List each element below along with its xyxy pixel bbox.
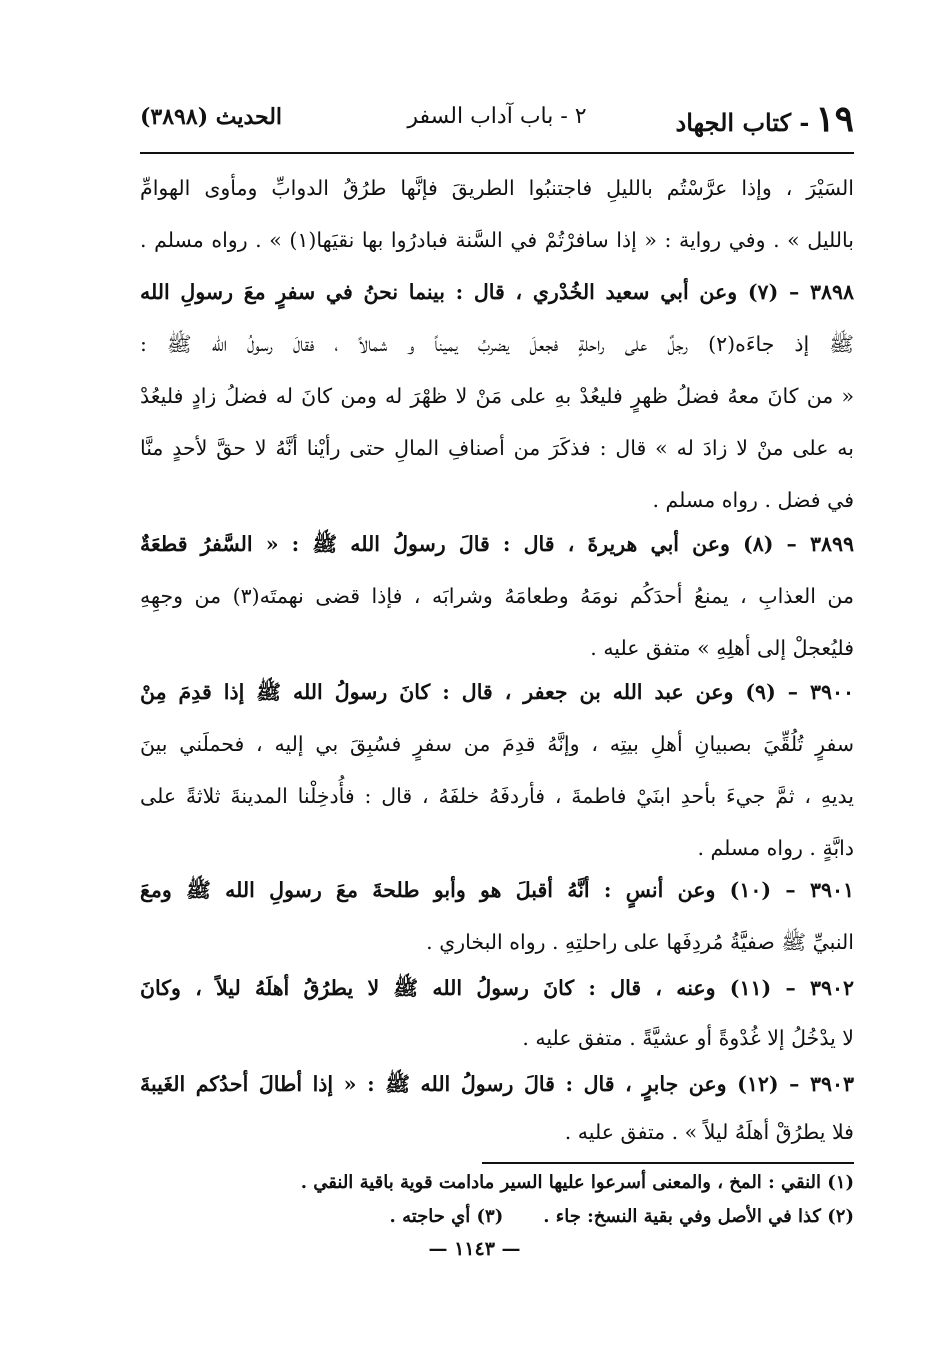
hadith-start-line: ٣٩٠٢ – (١١) وعنه ، قال : كانَ رسولُ الله ﷺ لا يطرُقُ أهلَهُ ليلاً ، وكانَ [140,976,854,1000]
text-line: فليُعجلْ إلى أهلِهِ » متفق عليه . [590,636,854,660]
text-line: يديهِ ، ثمَّ جيءَ بأحدِ ابنَيْ فاطمةَ ، فأردفَهُ خلفَهُ ، قال : فأُدخِلْنا المدينةَ ثلاثةً على [140,784,854,808]
text-line: ﷺ إذ جاءَه(٢) رجلٌ على راحلةٍ فجعلَ يضربُ يميناً و شمالاً ، فقالَ رسولُ الله ﷺ : [140,332,854,356]
footnote-1: (١) النقي : المخ ، والمعنى أسرعوا عليها السير مادامت قوية باقية النقي . [300,1172,854,1193]
text-line: به على منْ لا زادَ له » قال : فذكَرَ من أصنافِ المالِ حتى رأيْنا أنَّهُ لا حقَّ لأحدٍ منَّا [140,436,854,460]
text-line: سفرٍ تُلُقِّيَ بصبيانِ أهلِ بيتِه ، وإنَّهُ قدِمَ من سفرٍ فسُبِقَ بي إليه ، فحملَني بينَ [140,732,854,756]
text-line: السَيْرَ ، وإذا عرَّسْتُم بالليلِ فاجتنبُوا الطريقَ فإنَّها طرُقُ الدوابِّ ومأوى الهوامِّ [140,176,854,200]
footnote-rule [482,1162,854,1164]
page-number: — ١١٤٣ — [428,1238,521,1260]
hadith-start-line: ٣٩٠١ – (١٠) وعن أنسٍ : أنَّهُ أقبلَ هو وأبو طلحةَ معَ رسولِ الله ﷺ ومعَ [140,878,854,902]
hadith-start-line: ٣٨٩٨ – (٧) وعن أبي سعيد الخُدْري ، قال : بينما نحنُ في سفرٍ معَ رسولِ الله [140,280,854,304]
text-line: بالليل » . وفي رواية : « إذا سافرْتُمْ في السَّنة فبادرُوا بها نقيَها(١) » . رواه مسلم . [140,228,854,252]
text-line: من العذابِ ، يمنعُ أحدَكُم نومَهُ وطعامَهُ وشرابَه ، فإذا قضى نهمتَه(٣) من وجهِهِ [140,584,854,608]
text-line: فلا يطرُقْ أهلَهُ ليلاً » . متفق عليه . [564,1120,854,1144]
footnote-3: (٣) أي حاجته . [389,1206,504,1227]
page-header [140,92,854,148]
main-text [140,160,854,1160]
footnote-2: (٢) كذا في الأصل وفي بقية النسخ: جاء . [543,1206,854,1227]
footnote-2-3 [200,1206,854,1227]
book-title-text: - كتاب الجهاد [675,108,810,137]
chapter-title: ٢ - باب آداب السفر [407,104,587,129]
book-title [676,98,854,140]
hadith-reference: الحديث (٣٨٩٨) [140,104,283,130]
text-line: في فضل . رواه مسلم . [652,488,854,512]
header-rule [140,152,854,154]
text-line: دابَّةٍ . رواه مسلم . [697,836,854,860]
hadith-start-line: ٣٩٠٠ – (٩) وعن عبد الله بن جعفر ، قال : كانَ رسولُ الله ﷺ إذا قدِمَ مِنْ [140,680,854,704]
hadith-start-line: ٣٨٩٩ – (٨) وعن أبي هريرةَ ، قال : قالَ رسولُ الله ﷺ : « السَّفرُ قطعَةٌ [140,532,854,556]
text-line: لا يدْخُلُ إلا غُدْوةً أو عشيَّةً . متفق عليه . [522,1026,854,1050]
hadith-start-line: ٣٩٠٣ – (١٢) وعن جابرٍ ، قال : قالَ رسولُ الله ﷺ : « إذا أطالَ أحدُكم الغَيبةَ [140,1072,854,1096]
text-line: النبيِّ ﷺ صفيَّةُ مُردِفَها على راحلتِهِ . رواه البخاري . [426,930,854,954]
book-number: ١٩ [815,98,854,140]
text-line: « من كانَ معهُ فضلُ ظهرٍ فليعُدْ بهِ على مَنْ لا ظهْرَ له ومن كانَ له فضلُ زادٍ فليعُدْ [140,384,854,408]
